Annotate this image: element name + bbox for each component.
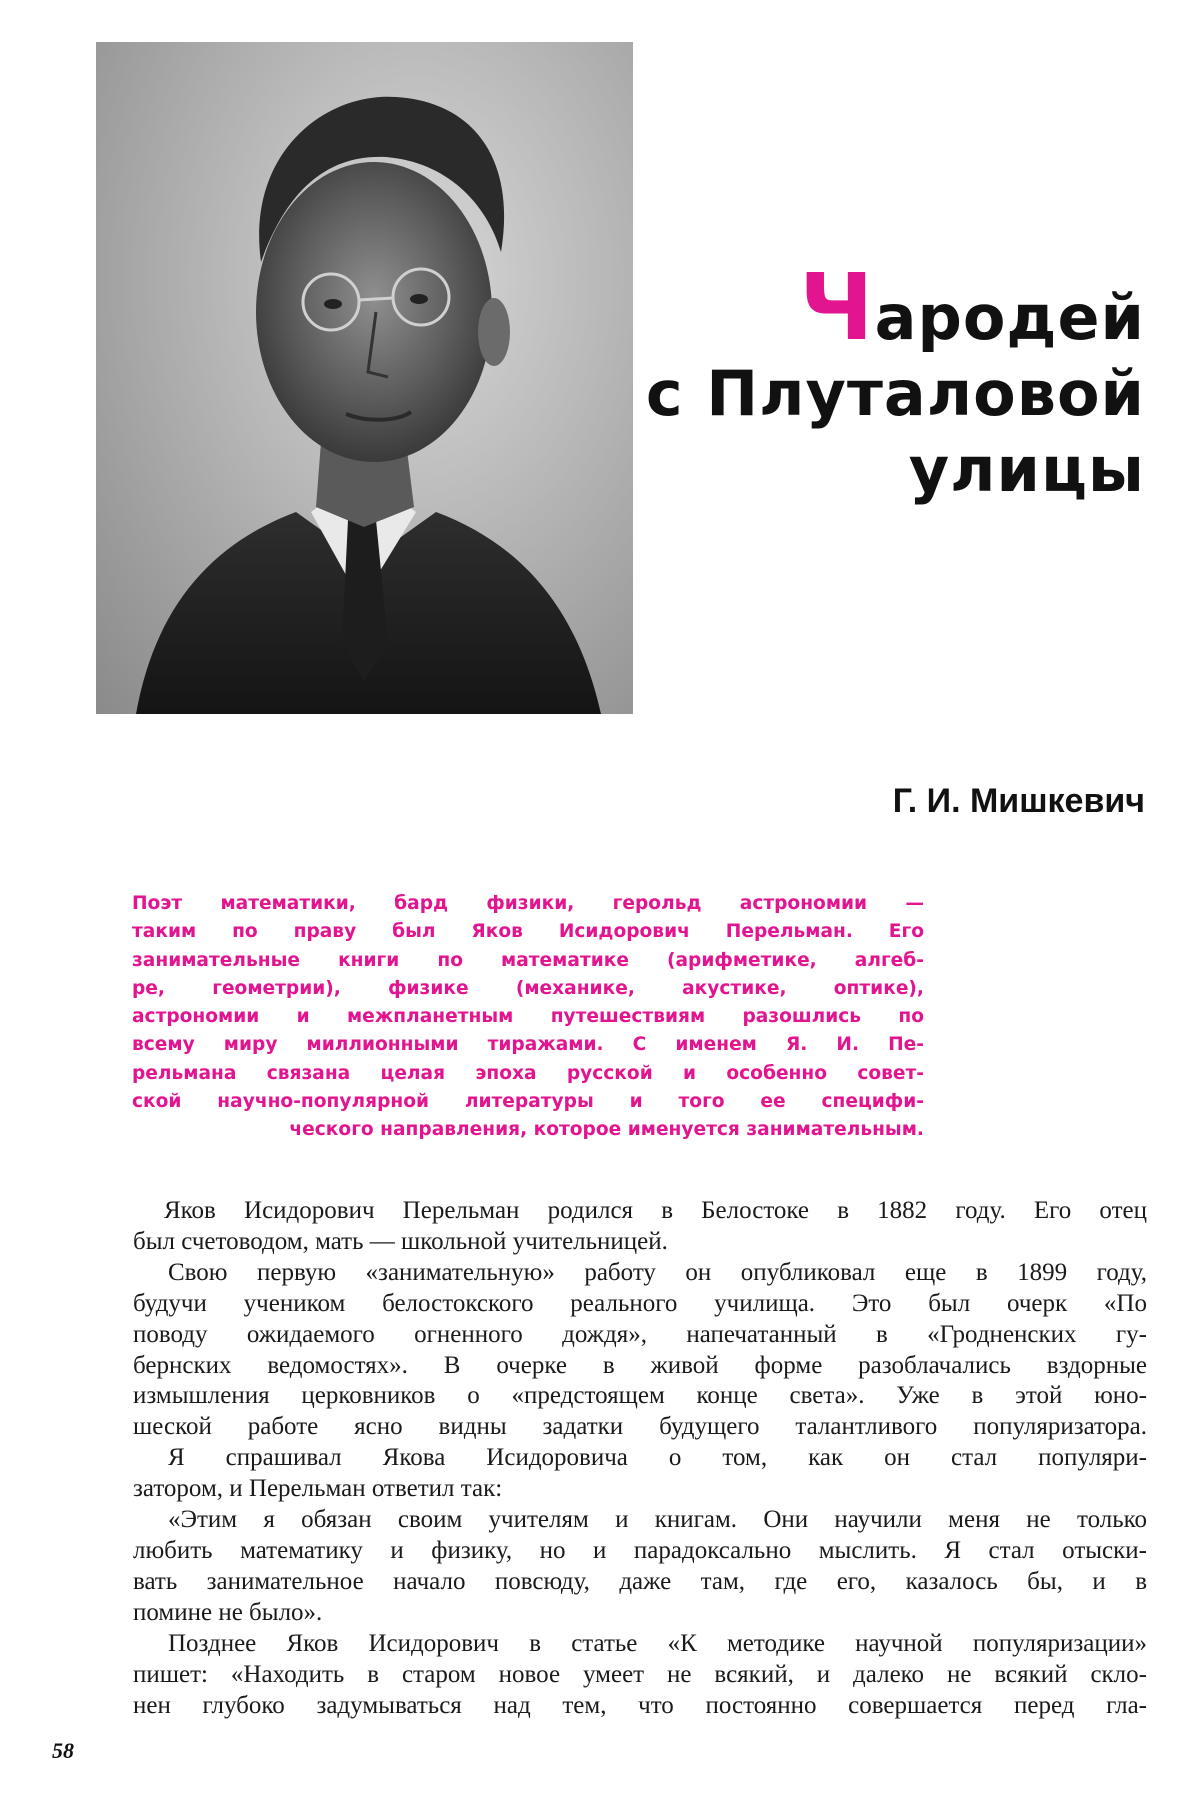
title-line-1	[640, 254, 1145, 361]
body-line: Позднее Яков Исидорович в статье «К методике научной популяризации»	[168, 1629, 1147, 1657]
body-line: поводу ожидаемого огненного дождя», напечатанный в «Гродненских гу-	[133, 1320, 1147, 1348]
lead-line: астрономии и межпланетным путешествиям разошлись по	[132, 1006, 924, 1028]
title-line-2: с Плуталовой	[645, 357, 1145, 430]
page-number: 58	[52, 1738, 74, 1763]
lead-line: ческого направления, которое именуется занимательным.	[289, 1119, 924, 1141]
title-line-3: улицы	[908, 433, 1145, 506]
lead-line: всему миру миллионными тиражами. С именем Я. И. Пе-	[132, 1034, 924, 1056]
lead-line: занимательные книги по математике (арифметике, алгеб-	[132, 949, 924, 971]
title-line-1-rest: ародей	[874, 281, 1145, 354]
body-line: нен глубоко задумываться над тем, что постоянно совершается перед гла-	[133, 1691, 1147, 1719]
body-line: шеской работе ясно видны задатки будущего талантливого популяризатора.	[133, 1413, 1147, 1441]
body-line: пишет: «Находить в старом новое умеет не всякий, и далеко не всякий скло-	[133, 1660, 1147, 1688]
article-title	[640, 254, 1145, 508]
body-line: вать занимательное начало повсюду, даже там, где его, казалось бы, и в	[133, 1567, 1147, 1595]
body-line: «Этим я обязан своим учителям и книгам. Они научили меня не только	[168, 1506, 1147, 1534]
lead-line: рельмана связана целая эпоха русской и особенно совет-	[132, 1062, 924, 1084]
body-text	[133, 1196, 1147, 1721]
body-line: Свою первую «занимательную» работу он опубликовал еще в 1899 году,	[168, 1258, 1147, 1286]
body-line: измышления церковников о «предстоящем конце света». Уже в этой юно-	[133, 1382, 1147, 1410]
body-line: Яков Исидорович Перельман родился в Белостоке в 1882 году. Его отец	[164, 1197, 1147, 1224]
body-line: любить математику и физику, но и парадоксально мыслить. Я стал отыски-	[133, 1536, 1147, 1564]
lead-paragraph	[132, 890, 924, 1145]
body-line: бернских ведомостях». В очерке в живой форме разоблачались вздорные	[133, 1351, 1147, 1379]
lead-line: таким по праву был Яков Исидорович Перельман. Его	[132, 921, 924, 943]
lead-line: ре, геометрии), физике (механике, акустике, оптике),	[132, 977, 924, 999]
portrait-photo	[96, 42, 633, 714]
body-line: будучи учеником белостокского реального училища. Это был очерк «По	[133, 1289, 1147, 1317]
body-line: был счетоводом, мать — школьной учительницей.	[133, 1227, 668, 1255]
body-line: помине не было».	[133, 1598, 323, 1626]
portrait-illustration	[96, 42, 633, 714]
title-initial: Ч	[799, 254, 875, 361]
author-name: Г. И. Мишкевич	[892, 782, 1145, 820]
body-line: Я спрашивал Якова Исидоровича о том, как он стал популяри-	[168, 1444, 1147, 1472]
lead-line: Поэт математики, бард физики, герольд астрономии —	[132, 893, 924, 914]
body-line: затором, и Перельман ответил так:	[133, 1475, 503, 1503]
lead-line: ской научно-популярной литературы и того ее специфи-	[132, 1091, 924, 1113]
